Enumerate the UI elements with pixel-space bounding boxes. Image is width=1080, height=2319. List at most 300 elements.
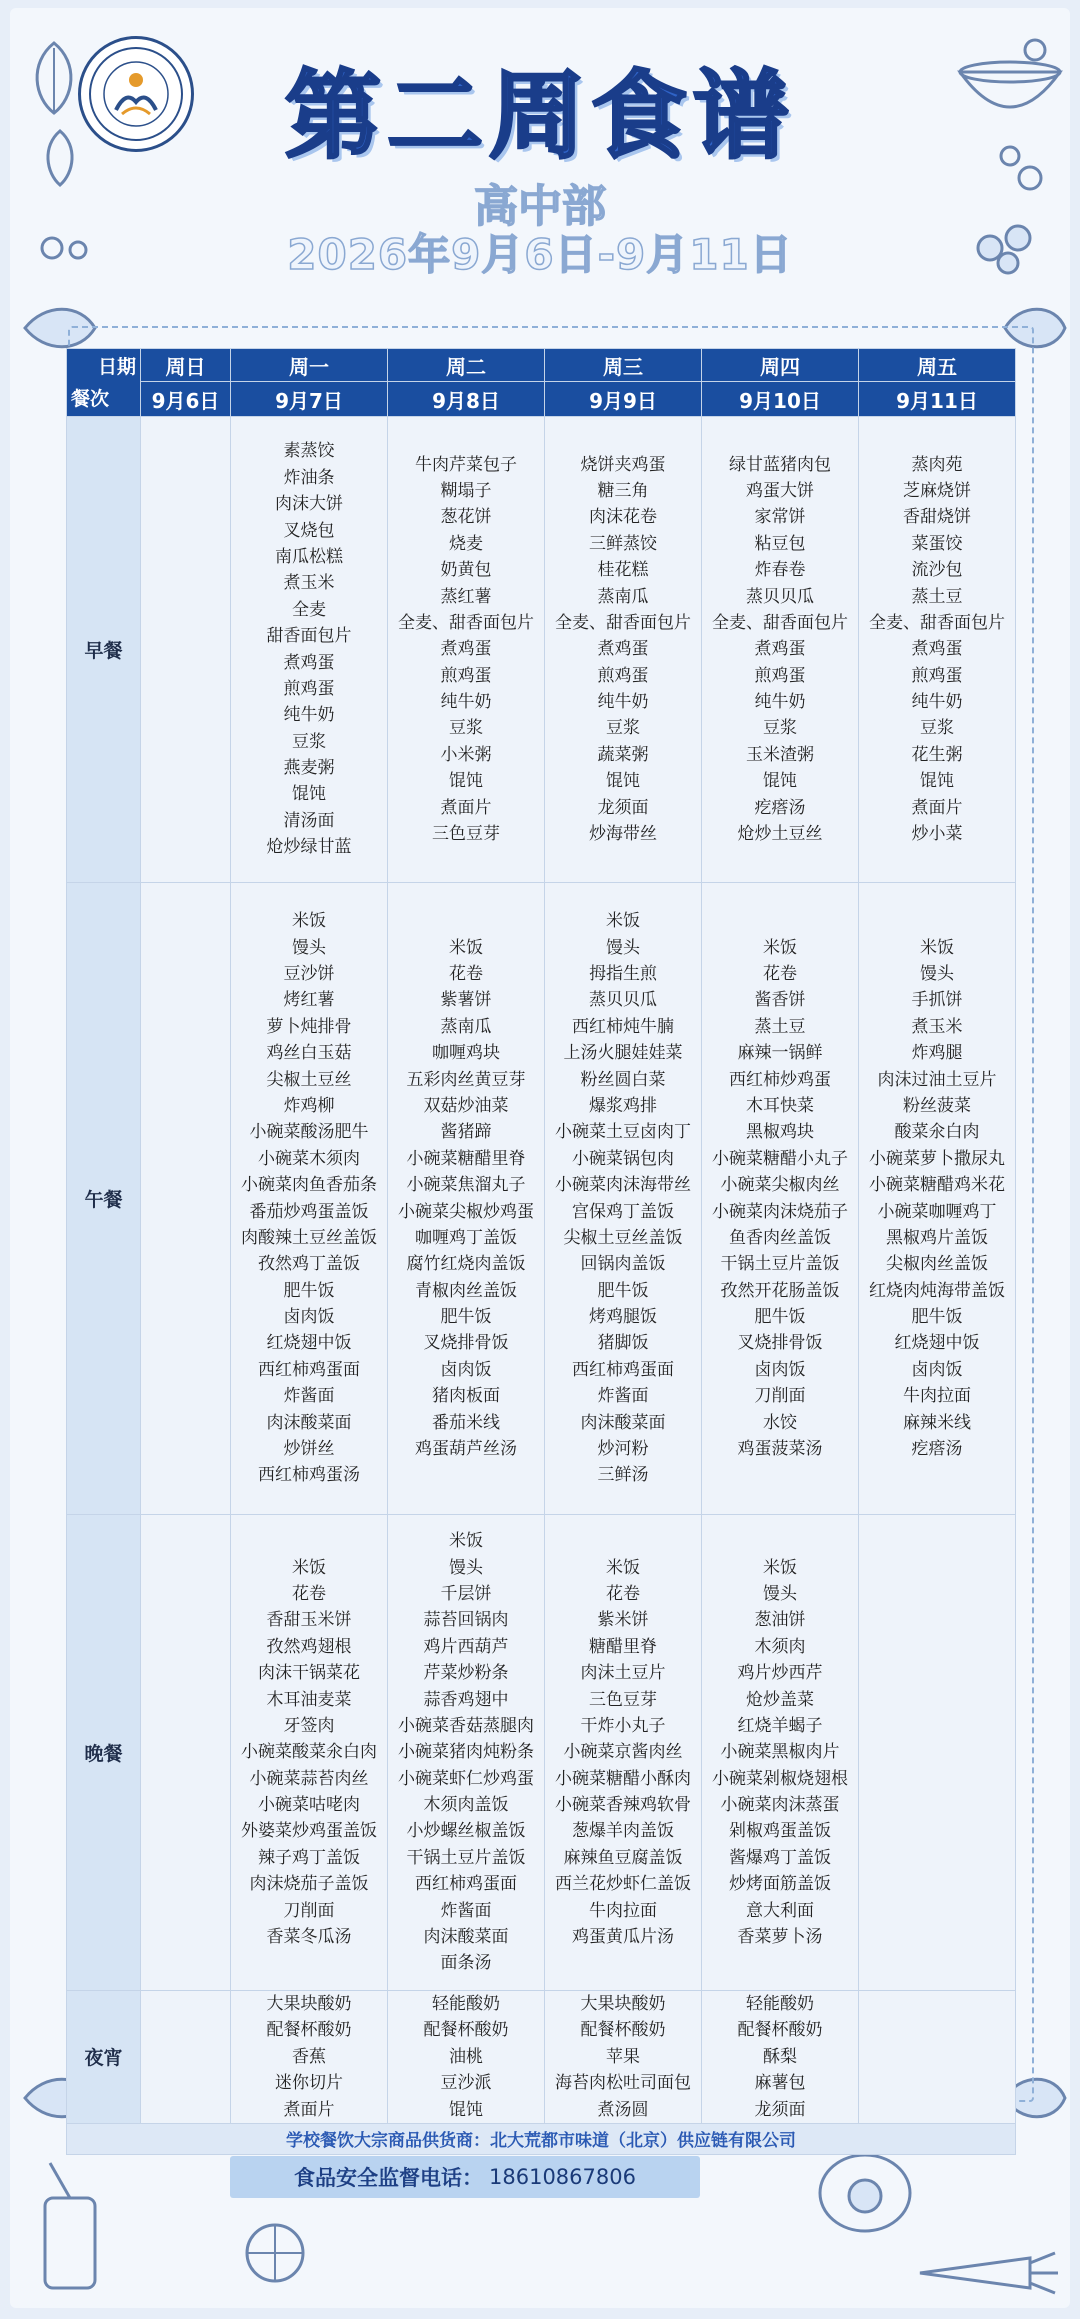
menu-item: 煮鸡蛋 [754, 639, 806, 660]
menu-item: 海苔肉松吐司面包 [555, 2073, 691, 2094]
menu-item: 烧饼夹鸡蛋 [580, 454, 666, 475]
menu-item: 糖醋里脊 [589, 1636, 657, 1657]
menu-item: 小碗菜尖椒炒鸡蛋 [398, 1201, 534, 1222]
menu-item: 香菜冬瓜汤 [266, 1927, 352, 1948]
hotline-number: 18610867806 [489, 2165, 636, 2189]
menu-item: 麻辣鱼豆腐盖饭 [563, 1847, 683, 1868]
menu-cell [859, 1991, 1016, 2124]
menu-item: 鱼香肉丝盖饭 [729, 1227, 831, 1248]
menu-item: 孜然鸡翅根 [266, 1636, 352, 1657]
menu-item: 小碗菜香菇蒸腿肉 [398, 1715, 534, 1736]
menu-item: 米饭 [449, 937, 483, 958]
menu-item: 紫米饼 [597, 1610, 649, 1631]
menu-item: 木须肉盖饭 [423, 1795, 509, 1816]
menu-cell [141, 883, 231, 1515]
menu-item: 迷你切片 [275, 2073, 343, 2094]
menu-cell [702, 883, 859, 1515]
menu-item: 小碗菜木须肉 [258, 1148, 360, 1169]
menu-item: 馄饨 [920, 771, 954, 792]
menu-item: 流沙包 [911, 560, 963, 581]
menu-item: 鸡蛋黄瓜片汤 [572, 1927, 674, 1948]
menu-item: 蒸南瓜 [440, 1016, 492, 1037]
menu-cell [702, 417, 859, 883]
menu-item: 番茄炒鸡蛋盖饭 [249, 1201, 369, 1222]
menu-item: 五彩肉丝黄豆芽 [406, 1069, 526, 1090]
menu-item: 小碗菜萝卜撒尿丸 [869, 1148, 1005, 1169]
menu-item: 小碗菜焦溜丸子 [406, 1175, 526, 1196]
menu-item: 馄饨 [763, 771, 797, 792]
menu-item: 粉丝菠菜 [903, 1095, 971, 1116]
menu-cell [702, 1515, 859, 1991]
menu-item: 炒小菜 [911, 824, 963, 845]
menu-item: 炝炒土豆丝 [737, 824, 823, 845]
menu-item: 小碗菜肉沫海带丝 [555, 1175, 691, 1196]
menu-item: 纯牛奶 [754, 692, 806, 713]
menu-item: 大果块酸奶 [266, 1994, 352, 2014]
menu-item: 苹果 [606, 2046, 640, 2067]
menu-item: 麻薯包 [754, 2073, 806, 2094]
menu-item: 鸡片炒西芹 [737, 1663, 823, 1684]
menu-item: 酥梨 [763, 2046, 797, 2067]
menu-item: 米饭 [606, 1557, 640, 1578]
menu-item: 小碗菜酸菜氽白肉 [241, 1742, 377, 1763]
menu-cell [859, 1515, 1016, 1991]
menu-item: 米饭 [292, 1557, 326, 1578]
menu-item: 黑椒鸡片盖饭 [886, 1227, 988, 1248]
menu-item: 猪肉板面 [432, 1386, 500, 1407]
menu-item: 尖椒土豆丝 [266, 1069, 352, 1090]
weekday-header: 周三 [545, 349, 702, 382]
menu-item: 萝卜炖排骨 [266, 1016, 352, 1037]
menu-cell [388, 1515, 545, 1991]
menu-item: 炸油条 [283, 467, 335, 488]
menu-item: 花卷 [606, 1583, 640, 1604]
hotline-label: 食品安全监督电话： [294, 2166, 483, 2190]
meal-row-breakfast [67, 417, 1016, 883]
menu-item: 麻辣一锅鲜 [737, 1043, 823, 1064]
menu-cell [141, 417, 231, 883]
menu-item: 配餐杯酸奶 [266, 2020, 352, 2041]
weekday-header: 周四 [702, 349, 859, 382]
menu-item: 烤红薯 [283, 990, 335, 1011]
menu-item: 豆浆 [606, 718, 640, 739]
date-range: 2026年9月6日-9月11日 [287, 230, 793, 279]
menu-item: 炸鸡腿 [911, 1043, 963, 1064]
menu-item: 馄饨 [292, 784, 326, 805]
menu-item: 三色豆芽 [589, 1689, 657, 1710]
menu-item: 小碗菜蒜苔肉丝 [249, 1768, 369, 1789]
supplier-note: 学校餐饮大宗商品供货商：北大荒都市味道（北京）供应链有限公司 [67, 2123, 1016, 2154]
menu-item: 咖喱鸡块 [432, 1043, 500, 1064]
menu-item: 酱香饼 [754, 990, 806, 1011]
menu-cell [141, 1515, 231, 1991]
menu-item: 蒜苔回锅肉 [423, 1610, 509, 1631]
menu-item: 纯牛奶 [597, 692, 649, 713]
menu-item: 炒河粉 [597, 1439, 649, 1460]
menu-item: 奶黄包 [440, 560, 492, 581]
menu-item: 面条汤 [440, 1953, 492, 1974]
menu-item: 炝炒绿甘蓝 [266, 837, 352, 858]
menu-item: 疙瘩汤 [754, 797, 806, 818]
menu-item: 肉沫酸菜面 [423, 1927, 509, 1948]
menu-item: 煮汤圆 [597, 2099, 649, 2120]
menu-item: 豆沙派 [440, 2073, 492, 2094]
menu-body [67, 417, 1016, 2155]
menu-item: 小碗菜猪肉炖粉条 [398, 1742, 534, 1763]
meal-label: 夜宵 [67, 1991, 141, 2124]
menu-item: 肥牛饭 [754, 1307, 806, 1328]
menu-cell [231, 1515, 388, 1991]
menu-item: 小碗菜糖醋小酥肉 [555, 1768, 691, 1789]
menu-item: 肉沫花卷 [589, 507, 657, 528]
menu-item: 紫薯饼 [440, 990, 492, 1011]
menu-item: 黑椒鸡块 [746, 1122, 814, 1143]
menu-item: 拇指生煎 [589, 963, 657, 984]
menu-item: 炝炒盖菜 [746, 1689, 814, 1710]
menu-cell [388, 417, 545, 883]
menu-item: 刀削面 [754, 1386, 806, 1407]
menu-item: 全麦、甜香面包片 [555, 612, 691, 633]
menu-item: 牛肉芹菜包子 [415, 454, 517, 475]
menu-item: 烤鸡腿饭 [589, 1307, 657, 1328]
menu-item: 鸡蛋葫芦丝汤 [415, 1439, 517, 1460]
menu-item: 鸡蛋大饼 [746, 480, 814, 501]
menu-item: 香甜烧饼 [903, 507, 971, 528]
menu-item: 纯牛奶 [911, 692, 963, 713]
menu-item: 花卷 [449, 963, 483, 984]
menu-item: 炒烤面筋盖饭 [729, 1874, 831, 1895]
menu-item: 手抓饼 [911, 990, 963, 1011]
menu-item: 素蒸饺 [283, 441, 335, 462]
menu-item: 小碗菜酸汤肥牛 [249, 1122, 369, 1143]
menu-item: 酱爆鸡丁盖饭 [729, 1847, 831, 1868]
menu-item: 煮玉米 [911, 1016, 963, 1037]
menu-item: 米饭 [292, 911, 326, 932]
carrot-icon [910, 2248, 1060, 2298]
menu-item: 叉烧排骨饭 [737, 1333, 823, 1354]
menu-item: 西红柿炒鸡蛋 [729, 1069, 831, 1090]
menu-item: 上汤火腿娃娃菜 [563, 1043, 683, 1064]
supplier-row [67, 2123, 1016, 2154]
menu-item: 西红柿鸡蛋面 [572, 1359, 674, 1380]
menu-item: 肥牛饭 [440, 1307, 492, 1328]
table-corner [67, 349, 141, 417]
menu-cell [545, 1515, 702, 1991]
menu-item: 芹菜炒粉条 [423, 1663, 509, 1684]
menu-item: 龙须面 [754, 2099, 806, 2120]
menu-item: 卤肉饭 [440, 1359, 492, 1380]
menu-item: 煮鸡蛋 [440, 639, 492, 660]
menu-item: 南瓜松糕 [275, 546, 343, 567]
menu-item: 馄饨 [449, 771, 483, 792]
menu-item: 肉酸辣土豆丝盖饭 [241, 1227, 377, 1248]
menu-item: 炸鸡柳 [283, 1095, 335, 1116]
menu-cell [231, 883, 388, 1515]
meal-label: 午餐 [67, 883, 141, 1515]
menu-item: 桂花糕 [597, 560, 649, 581]
menu-item: 煎鸡蛋 [597, 665, 649, 686]
menu-item: 香蕉 [292, 2046, 326, 2067]
menu-item: 干锅土豆片盖饭 [720, 1254, 840, 1275]
menu-item: 纯牛奶 [440, 692, 492, 713]
menu-cell [231, 1991, 388, 2124]
menu-item: 米饭 [763, 1557, 797, 1578]
meal-row-late-night [67, 1991, 1016, 2124]
menu-item: 菜蛋饺 [911, 533, 963, 554]
menu-table [66, 348, 1016, 2155]
menu-item: 绿甘蓝猪肉包 [729, 454, 831, 475]
menu-item: 粉丝圆白菜 [580, 1069, 666, 1090]
menu-item: 煮面片 [283, 2099, 335, 2120]
menu-item: 米饭 [920, 937, 954, 958]
menu-item: 三色豆芽 [432, 824, 500, 845]
menu-item: 小碗菜锅包肉 [572, 1148, 674, 1169]
menu-item: 小米粥 [440, 744, 492, 765]
menu-item: 酱猪蹄 [440, 1122, 492, 1143]
menu-item: 小碗菜黑椒肉片 [720, 1742, 840, 1763]
menu-item: 炸酱面 [440, 1900, 492, 1921]
menu-item: 叉烧排骨饭 [423, 1333, 509, 1354]
menu-item: 咖喱鸡丁盖饭 [415, 1227, 517, 1248]
menu-item: 麻辣米线 [903, 1412, 971, 1433]
menu-item: 牙签肉 [283, 1715, 335, 1736]
menu-item: 米饭 [606, 911, 640, 932]
menu-item: 米饭 [763, 937, 797, 958]
menu-item: 全麦、甜香面包片 [869, 612, 1005, 633]
menu-item: 甜香面包片 [266, 626, 352, 647]
menu-item: 刀削面 [283, 1900, 335, 1921]
menu-item: 小碗菜咕咾肉 [258, 1795, 360, 1816]
menu-item: 小碗菜京酱肉丝 [563, 1742, 683, 1763]
menu-item: 卤肉饭 [754, 1359, 806, 1380]
date-header-row [67, 382, 1016, 417]
date-header: 9月7日 [231, 382, 388, 417]
menu-item: 煮鸡蛋 [283, 652, 335, 673]
menu-item: 豆浆 [449, 718, 483, 739]
menu-item: 炸酱面 [283, 1386, 335, 1407]
menu-item: 肉沫土豆片 [580, 1663, 666, 1684]
menu-item: 龙须面 [597, 797, 649, 818]
menu-item: 小碗菜尖椒肉丝 [720, 1175, 840, 1196]
menu-cell [702, 1991, 859, 2124]
weekday-header-row [67, 349, 1016, 382]
menu-item: 花卷 [292, 1583, 326, 1604]
menu-item: 轻能酸奶 [432, 1994, 500, 2014]
menu-cell [141, 1991, 231, 2124]
menu-item: 煮玉米 [283, 573, 335, 594]
menu-item: 叉烧包 [283, 520, 335, 541]
menu-item: 鸡片西葫芦 [423, 1636, 509, 1657]
menu-item: 炸酱面 [597, 1386, 649, 1407]
menu-item: 青椒肉丝盖饭 [415, 1280, 517, 1301]
menu-item: 小碗菜肉沫蒸蛋 [720, 1795, 840, 1816]
menu-item: 三鲜汤 [597, 1465, 649, 1486]
menu-cell [859, 883, 1016, 1515]
menu-item: 配餐杯酸奶 [580, 2020, 666, 2041]
menu-item: 煎鸡蛋 [440, 665, 492, 686]
menu-item: 纯牛奶 [283, 705, 335, 726]
menu-item: 鸡丝白玉菇 [266, 1043, 352, 1064]
menu-item: 香甜玉米饼 [266, 1610, 352, 1631]
menu-item: 馒头 [292, 937, 326, 958]
menu-item: 炒饼丝 [283, 1439, 335, 1460]
menu-item: 回锅肉盖饭 [580, 1254, 666, 1275]
weekday-header: 周二 [388, 349, 545, 382]
food-safety-hotline [230, 2156, 700, 2198]
menu-item: 肉沫烧茄子盖饭 [249, 1874, 369, 1895]
menu-item: 肥牛饭 [283, 1280, 335, 1301]
menu-item: 孜然开花肠盖饭 [720, 1280, 840, 1301]
menu-item: 番茄米线 [432, 1412, 500, 1433]
meal-label: 晚餐 [67, 1515, 141, 1991]
menu-item: 宫保鸡丁盖饭 [572, 1201, 674, 1222]
menu-item: 牛肉拉面 [589, 1900, 657, 1921]
menu-item: 卤肉饭 [911, 1359, 963, 1380]
menu-item: 馄饨 [606, 771, 640, 792]
juice-bottle-icon [20, 2158, 120, 2298]
menu-item: 豆浆 [763, 718, 797, 739]
menu-item: 煎鸡蛋 [283, 678, 335, 699]
menu-cell [859, 417, 1016, 883]
menu-item: 小碗菜香辣鸡软骨 [555, 1795, 691, 1816]
menu-item: 蒸贝贝瓜 [746, 586, 814, 607]
menu-item: 西红柿炖牛腩 [572, 1016, 674, 1037]
menu-item: 馒头 [920, 963, 954, 984]
date-header: 9月9日 [545, 382, 702, 417]
menu-item: 香菜萝卜汤 [737, 1927, 823, 1948]
menu-item: 红烧翅中饭 [894, 1333, 980, 1354]
menu-item: 煮面片 [440, 797, 492, 818]
menu-item: 尖椒土豆丝盖饭 [563, 1227, 683, 1248]
meal-label: 早餐 [67, 417, 141, 883]
menu-item: 炒海带丝 [589, 824, 657, 845]
menu-item: 馄饨 [449, 2099, 483, 2120]
menu-item: 馒头 [763, 1583, 797, 1604]
menu-item: 全麦 [292, 599, 326, 620]
menu-item: 卤肉饭 [283, 1307, 335, 1328]
menu-item: 红烧羊蝎子 [737, 1715, 823, 1736]
menu-item: 粘豆包 [754, 533, 806, 554]
menu-item: 肥牛饭 [597, 1280, 649, 1301]
menu-item: 小碗菜虾仁炒鸡蛋 [398, 1768, 534, 1789]
menu-item: 蒸南瓜 [597, 586, 649, 607]
menu-item: 猪脚饭 [597, 1333, 649, 1354]
menu-item: 玉米渣粥 [746, 744, 814, 765]
menu-item: 馒头 [449, 1557, 483, 1578]
menu-item: 蒸土豆 [754, 1016, 806, 1037]
page-subtitle: 高中部 [474, 181, 606, 232]
menu-item: 肉沫干锅菜花 [258, 1663, 360, 1684]
menu-item: 配餐杯酸奶 [423, 2020, 509, 2041]
menu-item: 蒸贝贝瓜 [589, 990, 657, 1011]
date-header: 9月6日 [141, 382, 231, 417]
menu-item: 馒头 [606, 937, 640, 958]
menu-item: 辣子鸡丁盖饭 [258, 1847, 360, 1868]
menu-item: 小碗菜土豆卤肉丁 [555, 1122, 691, 1143]
menu-item: 芝麻烧饼 [903, 480, 971, 501]
menu-item: 西红柿鸡蛋面 [415, 1874, 517, 1895]
menu-cell [388, 883, 545, 1515]
menu-item: 肉沫酸菜面 [266, 1412, 352, 1433]
menu-item: 腐竹红烧肉盖饭 [406, 1254, 526, 1275]
menu-item: 牛肉拉面 [903, 1386, 971, 1407]
menu-item: 蒸土豆 [911, 586, 963, 607]
weekday-header: 周一 [231, 349, 388, 382]
menu-item: 花生粥 [911, 744, 963, 765]
menu-item: 干炸小丸子 [580, 1715, 666, 1736]
menu-item: 小碗菜剁椒烧翅根 [712, 1768, 848, 1789]
menu-item: 豆浆 [920, 718, 954, 739]
menu-item: 大果块酸奶 [580, 1994, 666, 2014]
menu-item: 煮鸡蛋 [597, 639, 649, 660]
menu-item: 孜然鸡丁盖饭 [258, 1254, 360, 1275]
menu-item: 肉沫过油土豆片 [877, 1069, 997, 1090]
menu-item: 葱花饼 [440, 507, 492, 528]
menu-item: 花卷 [763, 963, 797, 984]
menu-item: 小碗菜肉沫烧茄子 [712, 1201, 848, 1222]
menu-item: 糊塌子 [440, 480, 492, 501]
menu-item: 剁椒鸡蛋盖饭 [729, 1821, 831, 1842]
menu-item: 蒸肉苑 [911, 454, 963, 475]
menu-item: 煎鸡蛋 [911, 665, 963, 686]
menu-item: 红烧肉炖海带盖饭 [869, 1280, 1005, 1301]
menu-item: 蒜香鸡翅中 [423, 1689, 509, 1710]
menu-item: 煮鸡蛋 [911, 639, 963, 660]
menu-item: 蔬菜粥 [597, 744, 649, 765]
menu-item: 肉沫大饼 [275, 494, 343, 515]
meal-row-dinner [67, 1515, 1016, 1991]
menu-item: 意大利面 [746, 1900, 814, 1921]
menu-item: 小碗菜糖醋小丸子 [712, 1148, 848, 1169]
menu-item: 轻能酸奶 [746, 1994, 814, 2014]
avocado-icon [810, 2148, 920, 2238]
menu-item: 肉沫酸菜面 [580, 1412, 666, 1433]
weekday-header: 周五 [859, 349, 1016, 382]
menu-item: 鸡蛋菠菜汤 [737, 1439, 823, 1460]
menu-item: 西红柿鸡蛋面 [258, 1359, 360, 1380]
menu-item: 全麦、甜香面包片 [398, 612, 534, 633]
menu-item: 木耳快菜 [746, 1095, 814, 1116]
menu-item: 糖三角 [597, 480, 649, 501]
menu-item: 烧麦 [449, 533, 483, 554]
lemon-icon [240, 2218, 310, 2288]
menu-item: 清汤面 [283, 810, 335, 831]
menu-item: 爆浆鸡排 [589, 1095, 657, 1116]
menu-item: 红烧翅中饭 [266, 1333, 352, 1354]
menu-item: 豆浆 [292, 731, 326, 752]
menu-item: 干锅土豆片盖饭 [406, 1847, 526, 1868]
meal-row-lunch [67, 883, 1016, 1515]
menu-item: 蒸红薯 [440, 586, 492, 607]
date-header: 9月11日 [859, 382, 1016, 417]
menu-item: 肥牛饭 [911, 1307, 963, 1328]
menu-item: 葱油饼 [754, 1610, 806, 1631]
menu-item: 酸菜氽白肉 [894, 1122, 980, 1143]
menu-item: 西兰花炒虾仁盖饭 [555, 1874, 691, 1895]
menu-cell [545, 417, 702, 883]
menu-item: 家常饼 [754, 507, 806, 528]
menu-item: 疙瘩汤 [911, 1439, 963, 1460]
menu-item: 豆沙饼 [283, 963, 335, 984]
menu-item: 小碗菜糖醋里脊 [406, 1148, 526, 1169]
menu-item: 外婆菜炒鸡蛋盖饭 [241, 1821, 377, 1842]
menu-item: 燕麦粥 [283, 758, 335, 779]
menu-cell [545, 1991, 702, 2124]
menu-item: 双菇炒油菜 [423, 1095, 509, 1116]
corner-date-label: 日期 [97, 356, 136, 378]
menu-item: 煎鸡蛋 [754, 665, 806, 686]
menu-item: 炸春卷 [754, 560, 806, 581]
